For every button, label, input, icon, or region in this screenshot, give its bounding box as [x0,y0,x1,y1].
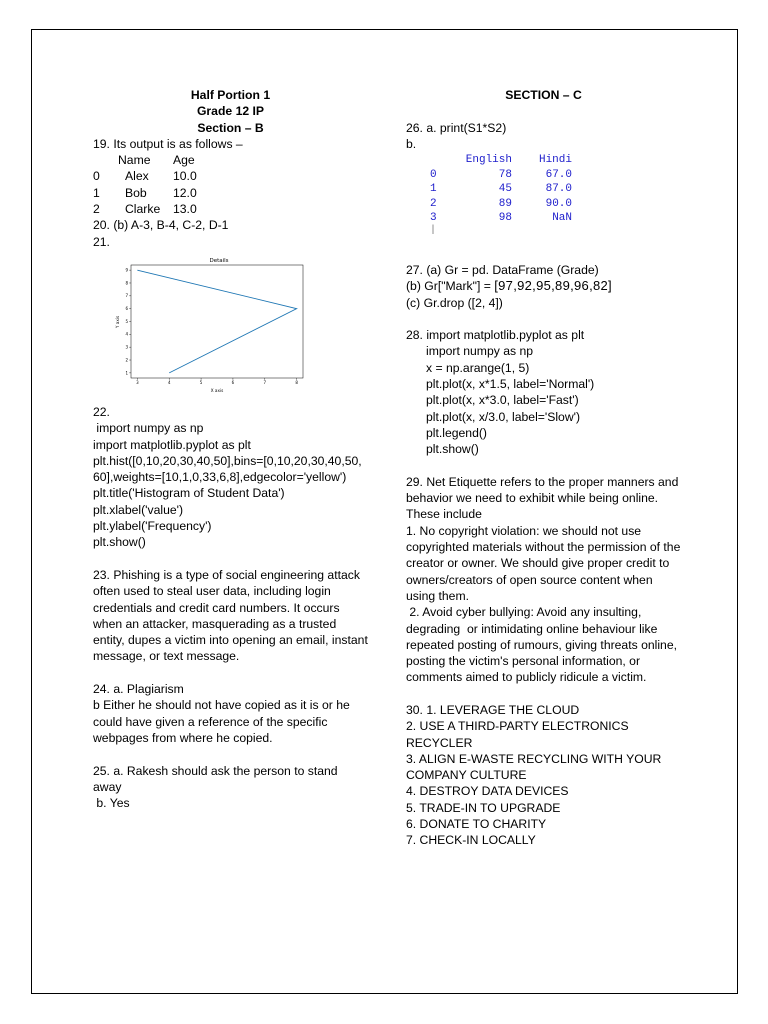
table-row [93,201,368,217]
q19-table [93,152,368,217]
q30-item: 7. CHECK-IN LOCALLY [406,833,536,848]
df-cell: 0 [430,168,437,181]
q29-point-2: 2. Avoid cyber bullying: Avoid any insulting, degrading or intimidating online behaviour like repeated posting of rumours, giving threats online, posting the victim's personal information, or comments aimed to publicly ridicule a victim. [406,605,681,685]
table-cell: Bob [125,185,147,200]
q26b-label: b. [406,136,417,151]
table-cell: 2 [93,202,100,217]
text-cursor: | [430,224,437,236]
q30-item: 3. ALIGN E-WASTE RECYCLING WITH YOUR COMPANY CULTURE [406,751,662,783]
table-row [93,185,368,201]
df-header-cell: Hindi [538,154,572,167]
q29-point-1: 1. No copyright violation: we should not use copyrighted materials without the permission of the creator or owner. We should give proper credit to owners/creators of open source content when using them. [406,523,681,603]
q22-code-line: import numpy as np [93,421,204,436]
q27b-prefix: (b) Gr["Mark"] = [406,279,495,294]
x-axis-label: X axis [210,387,224,393]
x-tick-label: 3 [136,379,139,385]
q22-code-line: plt.show() [93,535,146,550]
y-tick-label: 8 [125,280,128,286]
df-cell: 3 [430,212,437,225]
y-tick-label: 7 [125,293,128,299]
df-cell: 67.0 [545,168,572,181]
table-cell: 12.0 [173,185,197,200]
df-cell: 87.0 [545,183,572,196]
q22-label: 22. [93,404,110,419]
df-cell: 78 [498,168,512,181]
table-cell: Clarke [125,202,161,217]
x-tick-label: 8 [295,379,298,385]
x-tick-label: 7 [263,379,267,385]
x-axis [136,378,298,385]
table-row [93,168,368,184]
q23-text: 23. Phishing is a type of social engineering attack often used to steal user data, including login credentials and credit card numbers. It occurs when an attacker, masquerading as a trusted entity, dupes a victim into opening an email, instant message, or text message. [93,567,368,664]
table-row [430,197,681,212]
q27c-text: (c) Gr.drop ([2, 4]) [406,295,503,310]
left-column [93,87,368,811]
chart-title: Details [209,257,229,264]
q21-chart [113,254,305,394]
table-cell: 13.0 [173,202,197,217]
table-cell: Alex [125,169,149,184]
y-axis [125,268,131,376]
table-row [430,182,681,197]
q19-table-header [93,152,368,168]
df-header-cell [430,153,446,168]
df-cell: 45 [498,183,512,196]
header-title-1: Half Portion 1 [190,88,271,102]
q28-code-line: plt.legend() [426,425,487,440]
y-tick-label: 6 [125,306,128,312]
df-cell: 2 [430,197,437,210]
q27a-text: 27. (a) Gr = pd. DataFrame (Grade) [406,262,599,277]
section-b-title: Section – B [197,120,264,135]
q30-item: 5. TRADE-IN TO UPGRADE [406,800,561,815]
q22-code-line: plt.ylabel('Frequency') [93,519,212,534]
table-cell: 1 [93,185,100,200]
table-row [430,211,681,226]
q29-include: These include [406,507,482,522]
q20-text: 20. (b) A-3, B-4, C-2, D-1 [93,218,229,233]
q27b-text [406,278,681,294]
df-cell: 98 [498,212,512,225]
df-cell: NaN [552,212,572,225]
q19-header-name: Name [118,153,151,168]
right-column [406,87,681,849]
q22-code-line: plt.title('Histogram of Student Data') [93,486,285,501]
df-header [430,153,681,168]
line-chart [113,254,305,394]
y-tick-label: 2 [125,357,128,363]
q30-item: 30. 1. LEVERAGE THE CLOUD [406,703,580,717]
x-tick-label: 5 [199,379,203,385]
plot-frame [131,265,303,378]
q21-label: 21. [93,234,110,249]
q28-code-line: plt.plot(x, x*1.5, label='Normal') [426,377,595,392]
df-cell: 90.0 [545,197,572,210]
q28-code-line: import numpy as np [426,344,534,359]
q25b-text: b. Yes [93,796,130,811]
q25a-text: 25. a. Rakesh should ask the person to stand away [93,763,338,794]
q28-code-line: 28. import matplotlib.pyplot as plt [406,328,585,343]
q22-code-line: plt.xlabel('value') [93,502,184,517]
y-tick-label: 9 [125,267,128,273]
q28-code-line: plt.plot(x, x/3.0, label='Slow') [426,409,581,424]
table-cell: 0 [93,169,100,184]
q29-intro: 29. Net Etiquette refers to the proper manners and behavior we need to exhibit while being online. [406,474,679,506]
q28-code-line: x = np.arange(1, 5) [426,360,530,375]
q30-item: 6. DONATE TO CHARITY [406,817,547,832]
q27b-values: [97,92,95,89,96,82] [494,278,612,294]
q26a-text: 26. a. print(S1*S2) [406,120,507,135]
table-row [430,168,681,183]
y-tick-label: 1 [125,370,128,376]
y-axis-label: Y axis [115,315,120,329]
q28-code-line: plt.plot(x, x*3.0, label='Fast') [426,393,579,408]
x-tick-label: 6 [231,379,235,385]
df-cell: 89 [498,197,512,210]
df-cell: 1 [430,183,437,196]
q30-item: 4. DESTROY DATA DEVICES [406,784,569,799]
df-header-cell: English [465,154,512,167]
y-tick-label: 3 [125,344,128,350]
q30-item: 2. USE A THIRD-PARTY ELECTRONICS RECYCLER [406,719,629,750]
q24b-text: b Either he should not have copied as it is or he could have given a reference of the specific webpages from where he copied. [93,698,350,745]
section-c-title: SECTION – C [505,88,582,102]
q22-code-line: import matplotlib.pyplot as plt [93,437,251,452]
table-cell: 10.0 [173,169,197,184]
q28-code-line: plt.show() [426,442,479,457]
y-tick-label: 4 [125,331,128,337]
q22-code-line: plt.hist([0,10,20,30,40,50],bins=[0,10,20,30,40,50,60],weights=[10,1,0,33,6,8],edgecolor='yellow') [93,453,362,485]
q19-text: 19. Its output is as follows – [93,136,243,151]
y-tick-label: 5 [125,318,128,324]
q19-header-age: Age [173,153,195,168]
q26-dataframe-output [430,153,681,236]
header-title-2: Grade 12 IP [196,104,265,119]
q24a-text: 24. a. Plagiarism [93,682,184,697]
x-tick-label: 4 [167,379,171,385]
